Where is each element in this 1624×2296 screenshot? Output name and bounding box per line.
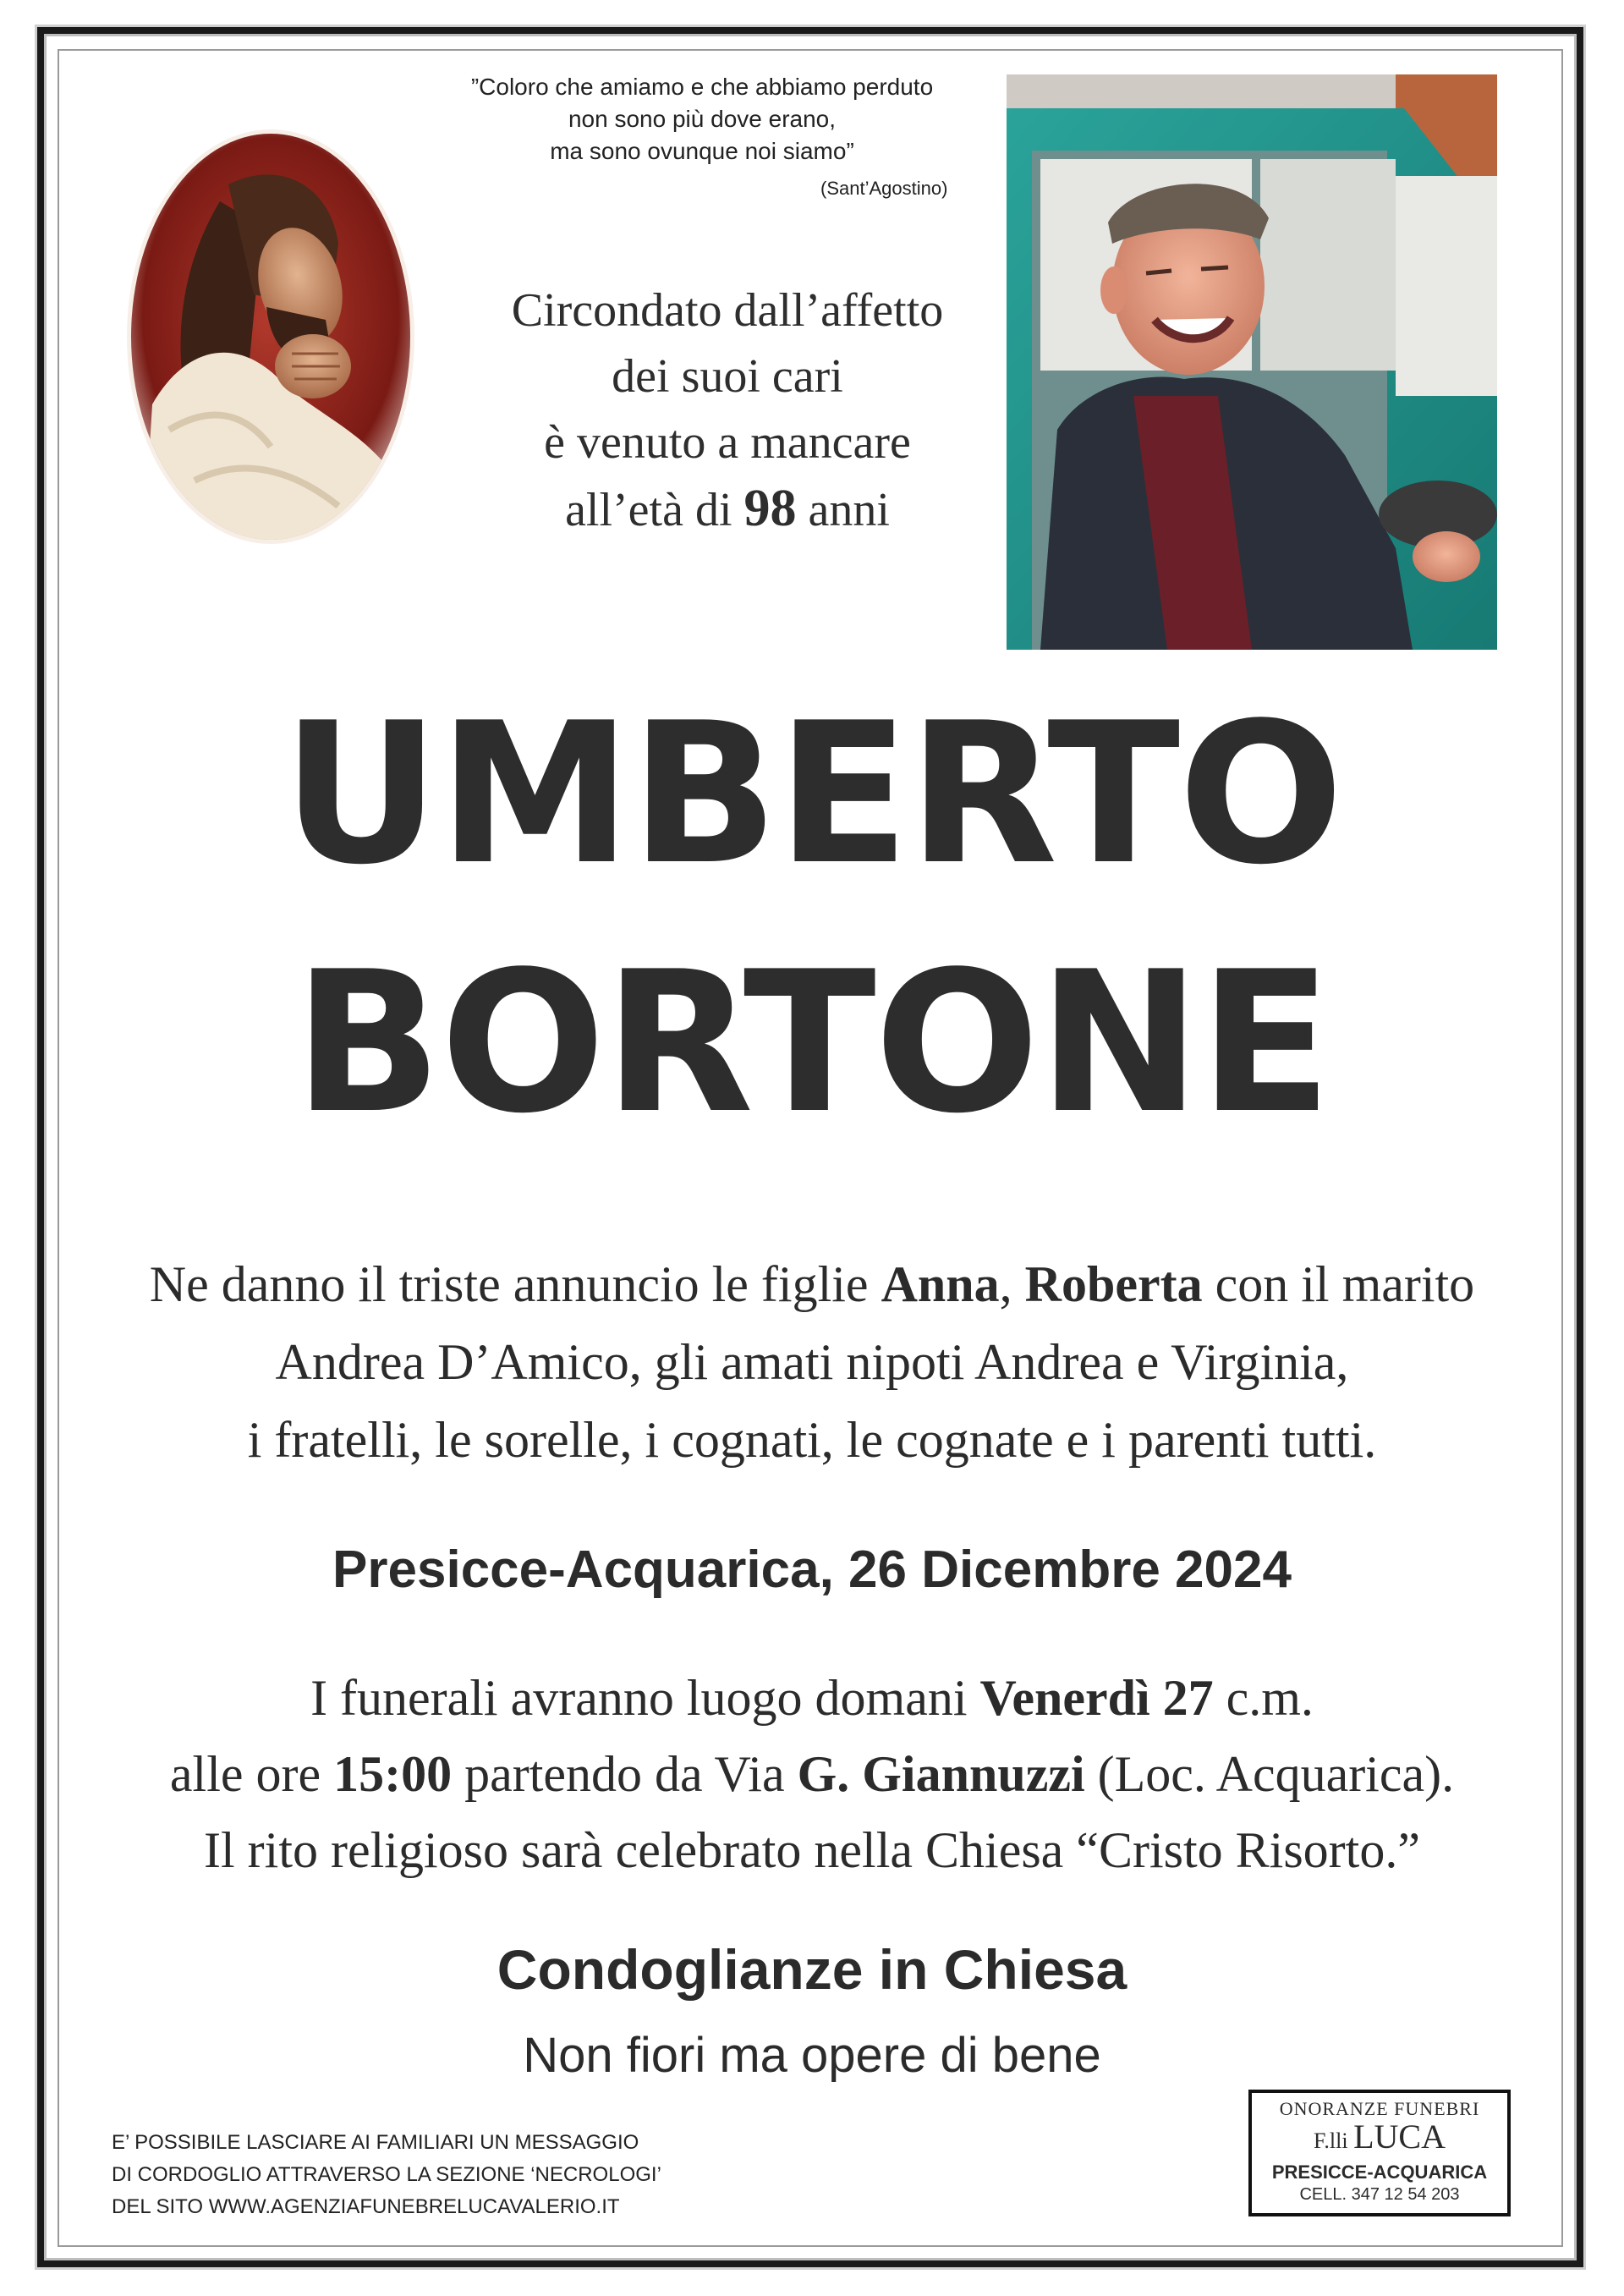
intro-line: dei suoi cari [612, 350, 843, 403]
intro-line: Circondato dall’affetto [511, 284, 944, 337]
intro-age-prefix: all’età di [565, 484, 744, 536]
praying-jesus-image [118, 125, 423, 548]
footer-message-note [112, 2127, 754, 2223]
footer-line: DEL SITO WWW.AGENZIAFUNEBRELUCAVALERIO.IT [112, 2195, 620, 2218]
deceased-first-name: UMBERTO [282, 682, 1342, 908]
age-value: 98 [743, 480, 797, 537]
funeral-line [51, 1660, 1573, 1736]
intro-text [457, 277, 998, 543]
announcement-line: i fratelli, le sorelle, i cognati, le cognate e i parenti tutti. [247, 1412, 1377, 1468]
announcement-text: Ne danno il triste annuncio le figlie [149, 1256, 881, 1312]
agency-name [1252, 2117, 1507, 2158]
funeral-day: Venerdì 27 [979, 1670, 1214, 1726]
agency-prefix: F.lli [1314, 2128, 1354, 2153]
funeral-text: partendo da Via [452, 1746, 798, 1802]
quote-line: ma sono ovunque noi siamo” [550, 138, 854, 164]
condolences-note: Condoglianze in Chiesa [497, 1938, 1127, 2001]
funeral-line [51, 1736, 1573, 1812]
intro-age-suffix: anni [796, 484, 890, 536]
quote-author: (Sant’Agostino) [820, 178, 948, 199]
funeral-text: alle ore [169, 1746, 334, 1802]
quote [406, 71, 998, 168]
deceased-photo [1007, 74, 1497, 650]
funeral-text: (Loc. Acquarica). [1084, 1746, 1455, 1802]
daughter-name: Anna [881, 1256, 1000, 1312]
agency-city: PRESICCE-ACQUARICA [1271, 2161, 1488, 2183]
agency-phone: CELL. 347 12 54 203 [1299, 2185, 1460, 2204]
funeral-time: 15:00 [333, 1746, 453, 1802]
announcement [51, 1245, 1573, 1479]
announcement-line [51, 1245, 1573, 1323]
agency-name-text: LUCA [1353, 2117, 1446, 2156]
funeral-text: c.m. [1213, 1670, 1314, 1726]
agency-type: ONORANZE FUNEBRI [1279, 2098, 1480, 2119]
deceased-last-name: BORTONE [294, 931, 1330, 1156]
announcement-text: con il marito [1202, 1256, 1475, 1312]
quote-line: ”Coloro che amiamo e che abbiamo perduto [470, 74, 934, 100]
announcement-text: , [999, 1256, 1025, 1312]
funeral-agency-box [1248, 2090, 1511, 2216]
daughter-name: Roberta [1024, 1256, 1203, 1312]
intro-line: è venuto a mancare [544, 416, 911, 469]
funeral-details [51, 1660, 1573, 1888]
funeral-line: Il rito religioso sarà celebrato nella Chiesa “Cristo Risorto.” [204, 1822, 1420, 1878]
funeral-text: I funerali avranno luogo domani [310, 1670, 980, 1726]
funeral-street: G. Giannuzzi [797, 1746, 1085, 1802]
footer-line: E’ POSSIBILE LASCIARE AI FAMILIARI UN MESSAGGIO [112, 2131, 639, 2154]
announcement-line: Andrea D’Amico, gli amati nipoti Andrea e Virginia, [275, 1334, 1349, 1390]
no-flowers-note: Non fiori ma opere di bene [523, 2028, 1101, 2083]
intro-line-age [457, 475, 998, 543]
quote-line: non sono più dove erano, [568, 106, 837, 132]
place-date: Presicce-Acquarica, 26 Dicembre 2024 [332, 1541, 1292, 1599]
footer-line: DI CORDOGLIO ATTRAVERSO LA SEZIONE ‘NECROLOGI’ [112, 2163, 661, 2186]
